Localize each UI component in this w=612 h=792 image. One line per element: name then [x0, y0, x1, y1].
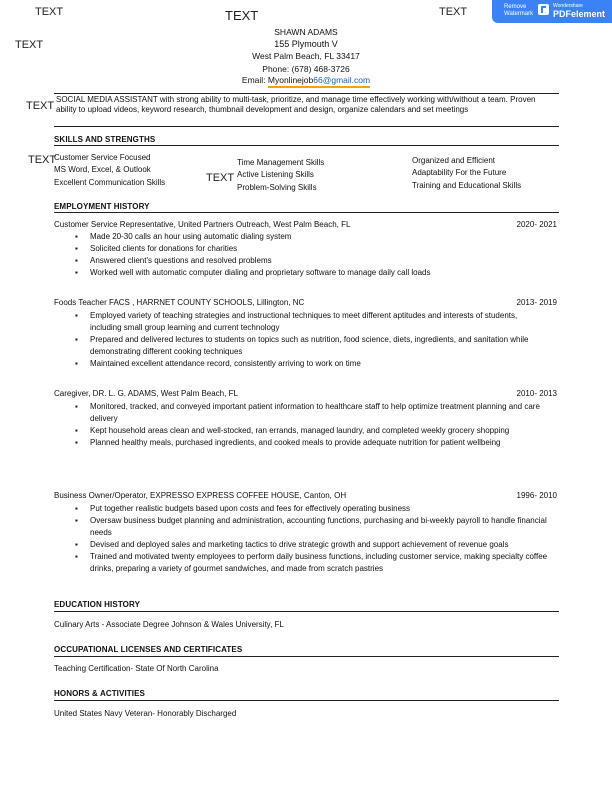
pdfelement-logo-icon — [538, 4, 549, 15]
placeholder-left-skills: TEXT — [28, 154, 57, 166]
honors-title: HONORS & ACTIVITIES — [54, 689, 145, 698]
job-dates: 2013- 2019 — [516, 298, 557, 307]
remove-watermark-button[interactable] — [492, 0, 612, 23]
education-text: Culinary Arts - Associate Degree Johnson & Wales University, FL — [54, 620, 284, 629]
skill-item: Excellent Communication Skills — [54, 177, 166, 187]
summary-text: with strong ability to multi-task, prioritize, and manage time effectively working with/without a team. Proven ability to upload videos, keyword research, thumbnail development and design, organize calendars and set meetings — [56, 95, 536, 114]
skill-item: Customer Service Focused — [54, 153, 151, 162]
email-domain: 66@gmail.com — [313, 75, 371, 85]
job-heading — [54, 491, 557, 500]
list-item: ▪ Employed variety of teaching strategies and instructional techniques to meet different aptitudes and interests of students, including small group learning and current technology — [78, 310, 550, 334]
licenses-title: OCCUPATIONAL LICENSES AND CERTIFICATES — [54, 645, 243, 654]
phone: Phone: (678) 468-3726 — [262, 64, 350, 74]
email-link[interactable] — [268, 75, 370, 88]
placeholder-top-right: TEXT — [439, 6, 468, 18]
job-title: Caregiver, DR. L. G. ADAMS, West Palm Beach, FL — [54, 389, 238, 398]
email-label: Email: — [241, 75, 268, 85]
skill-item: MS Word, Excel, & Outlook — [54, 165, 151, 175]
address-line-2: West Palm Beach, FL 33417 — [252, 51, 360, 61]
remove-watermark-label: Remove Watermark — [504, 4, 534, 17]
skill-item: Adaptability For the Future — [412, 168, 507, 178]
licenses-rule — [54, 656, 559, 657]
job-heading — [54, 220, 557, 229]
summary — [56, 95, 558, 115]
email-user: Myonlinejob — [267, 75, 314, 85]
job-bullets — [78, 401, 550, 449]
job-bullets — [78, 310, 550, 370]
skills-column-2 — [237, 157, 324, 194]
list-item: ▪ Planned healthy meals, purchased ingredients, and cooked meals to provide adequate nutrition for patient wellbeing — [78, 437, 550, 449]
job-dates: 2010- 2013 — [516, 389, 557, 398]
list-item: ▪ Maintained excellent attendance record, consistently arriving to work on time — [78, 358, 550, 370]
placeholder-top-left: TEXT — [35, 6, 64, 18]
summary-title: SOCIAL MEDIA ASSISTANT — [56, 95, 158, 104]
job-dates: 1996- 2010 — [516, 491, 557, 500]
skill-item: Time Management Skills — [237, 158, 325, 167]
job-dates: 2020- 2021 — [516, 220, 557, 229]
skill-item: Training and Educational Skills — [412, 180, 522, 190]
skill-item: Problem-Solving Skills — [237, 182, 317, 192]
job-heading — [54, 389, 557, 398]
placeholder-mid-skills: TEXT — [206, 172, 235, 184]
education-rule — [54, 611, 559, 612]
skills-rule — [54, 145, 559, 146]
placeholder-left-summary: TEXT — [26, 100, 55, 112]
skill-item: Active Listening Skills — [237, 170, 314, 180]
resume-name: SHAWN ADAMS — [274, 27, 338, 37]
skills-column-1 — [54, 152, 165, 189]
skills-column-3 — [412, 155, 521, 192]
list-item: ▪ Answered client's questions and resolved problems — [78, 255, 550, 267]
list-item: ▪ Made 20-30 calls an hour using automatic dialing system — [78, 231, 550, 243]
employment-title: EMPLOYMENT HISTORY — [54, 202, 150, 211]
placeholder-left-name: TEXT — [15, 39, 44, 51]
education-title: EDUCATION HISTORY — [54, 600, 141, 609]
summary-bottom-rule — [54, 126, 559, 127]
job-title: Foods Teacher FACS , HARRNET COUNTY SCHOOLS, Lillington, NC — [54, 298, 305, 307]
list-item: ▪ Devised and deployed sales and marketing tactics to drive strategic growth and support achievement of revenue goals — [78, 539, 550, 551]
wondershare-label: Wondershare — [553, 3, 583, 9]
list-item: ▪ Put together realistic budgets based upon costs and fees for effectively operating business — [78, 503, 550, 515]
skills-title: SKILLS AND STRENGTHS — [54, 135, 156, 144]
list-item: ▪ Prepared and delivered lectures to students on topics such as nutrition, food science, diets, ingredients, and sanitation while demonstrating different cooking techniques — [78, 334, 550, 358]
job-bullets — [78, 503, 550, 575]
job-heading — [54, 298, 557, 307]
licenses-text: Teaching Certification- State Of North Carolina — [54, 664, 219, 673]
list-item: ▪ Worked well with automatic computer dialing and proprietary software to manage daily call loads — [78, 267, 550, 279]
list-item: ▪ Kept household areas clean and well-stocked, ran errands, managed laundry, and completed weekly grocery shopping — [78, 425, 550, 437]
email-line — [0, 75, 612, 85]
address-line-1: 155 Plymouth V — [274, 39, 338, 49]
job-bullets — [78, 231, 550, 279]
placeholder-top-center: TEXT — [225, 8, 259, 23]
job-title: Business Owner/Operator, EXPRESSO EXPRESS COFFEE HOUSE, Canton, OH — [54, 491, 347, 500]
job-title: Customer Service Representative, United Partners Outreach, West Palm Beach, FL — [54, 220, 351, 229]
list-item: ▪ Solicited clients for donations for charities — [78, 243, 550, 255]
honors-text: United States Navy Veteran- Honorably Discharged — [54, 709, 237, 718]
summary-rule — [54, 93, 559, 94]
employment-rule — [54, 212, 559, 213]
honors-rule — [54, 700, 559, 701]
list-item: ▪ Oversaw business budget planning and administration, accounting functions, purchasing and bi-weekly payroll to handle financial needs — [78, 515, 550, 539]
pdfelement-label: PDFelement — [553, 9, 606, 19]
list-item: ▪ Trained and motivated twenty employees to perform daily business functions, including customer service, making specialty coffee drinks, preparing a variety of gourmet sandwiches, and made from scratch pastries — [78, 551, 550, 575]
list-item: ▪ Monitored, tracked, and conveyed important patient information to healthcare staff to help optimize treatment planning and care delivery — [78, 401, 550, 425]
skill-item: Organized and Efficient — [412, 156, 496, 165]
